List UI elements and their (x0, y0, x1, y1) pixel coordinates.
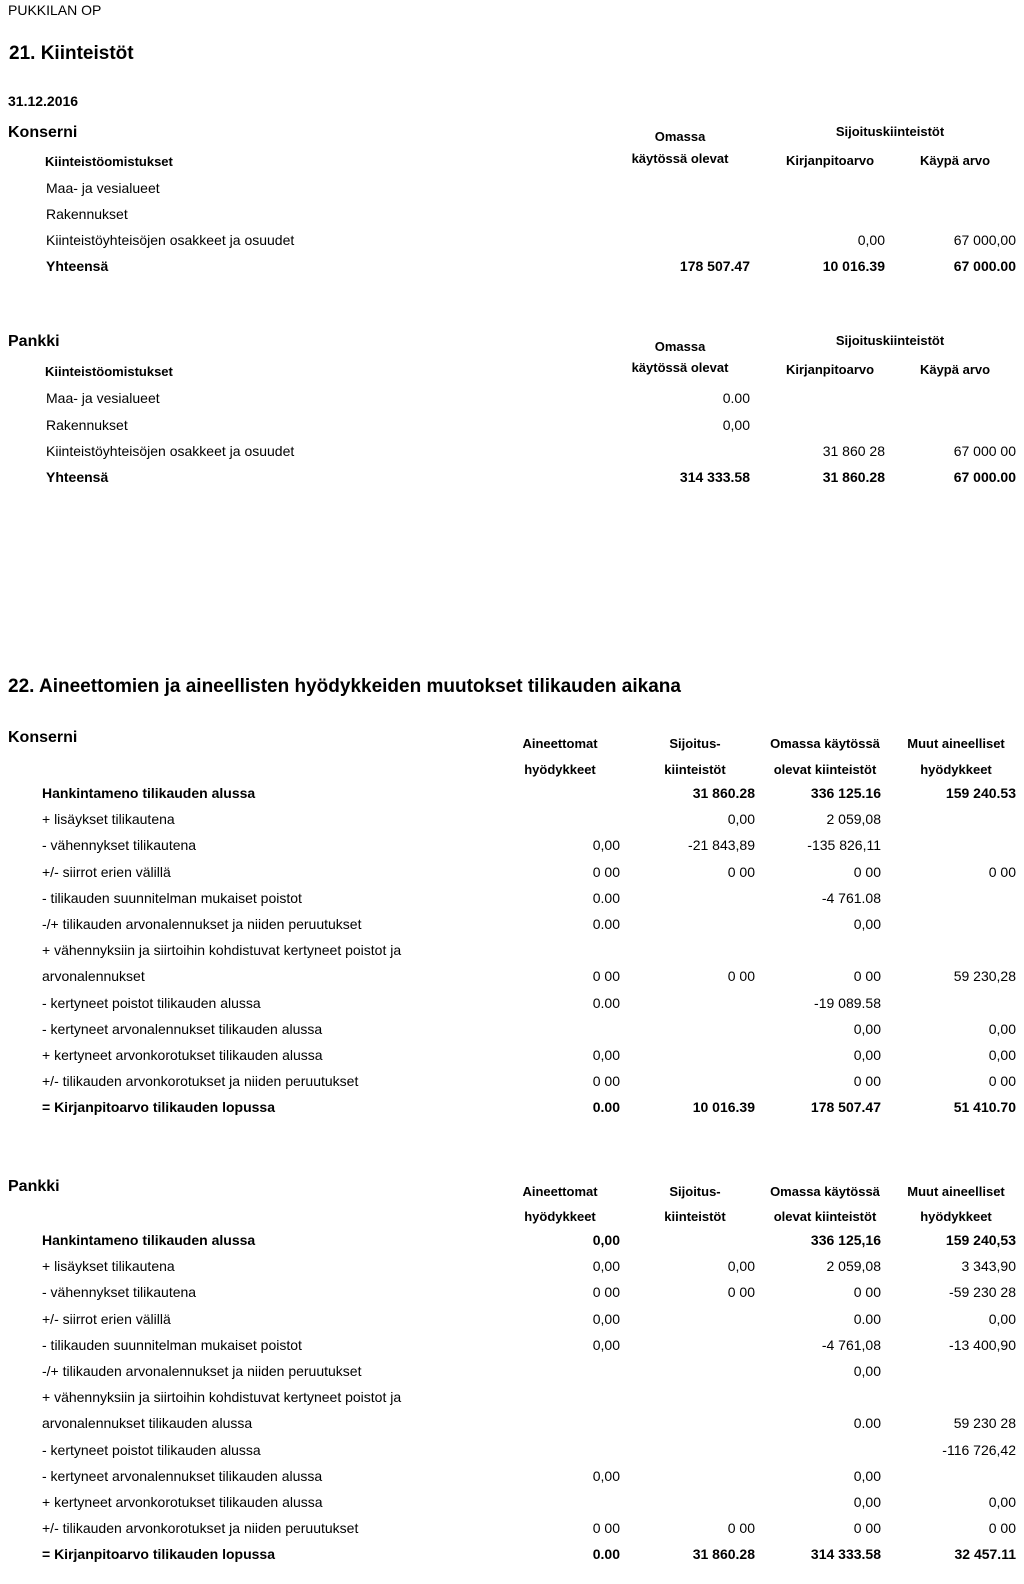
note22-konserni-label: Konserni (8, 729, 78, 746)
cell-aineettomat: 0,00 (592, 1336, 620, 1353)
cell-muut: 0 00 (988, 1520, 1016, 1537)
cell-aineettomat: 0.00 (592, 1099, 620, 1116)
col-sijoitus: Sijoituskiinteistöt (835, 124, 945, 139)
row-label: = Kirjanpitoarvo tilikauden lopussa (42, 1099, 275, 1116)
cell-omassa: 336 125,16 (810, 1232, 881, 1248)
cell-muut: -59 230 28 (949, 1284, 1016, 1301)
note21-konserni-label: Konserni (8, 124, 78, 141)
cell-sijoitus: 31 860.28 (692, 785, 755, 801)
col-kirjanpito: Kirjanpitoarvo (785, 362, 875, 377)
cell-omassa: 0 00 (853, 1284, 881, 1301)
col-kirjanpito: Kirjanpitoarvo (785, 153, 875, 168)
cell-muut: 3 343,90 (961, 1258, 1016, 1275)
row-label: - vähennykset tilikautena (42, 1284, 197, 1301)
cell-omassa: 0,00 (853, 1363, 881, 1379)
cell-omassa: 178 507.47 (810, 1099, 881, 1116)
row-label: - kertyneet poistot tilikauden alussa (42, 1441, 261, 1458)
cell-aineettomat: 0.00 (592, 994, 620, 1011)
total-omassa: 178 507.47 (679, 258, 750, 274)
row-label: +/- siirrot erien välillä (42, 1310, 171, 1327)
col-aineettomat: Aineettomat (522, 1184, 598, 1199)
cell-sijoitus: 31 860.28 (692, 1546, 755, 1563)
row-label: +/- tilikauden arvonkorotukset ja niiden peruutukset (42, 1073, 359, 1090)
row-label: - kertyneet poistot tilikauden alussa (42, 994, 261, 1011)
col-aineettomat-2: hyödykkeet (524, 1209, 596, 1224)
col-omassa-2: käytössä olevat (631, 151, 729, 166)
col-omassa-1: Omassa (654, 339, 706, 354)
cell-sijoitus: 0,00 (727, 1258, 755, 1275)
cell-omassa: -4 761.08 (821, 889, 881, 906)
col-omassa: Omassa käytössä (770, 736, 880, 751)
row-label: Maa- ja vesialueet (46, 180, 160, 196)
cell-kaypa: 67 000 00 (953, 443, 1016, 459)
row-label: - kertyneet arvonalennukset tilikauden alussa (42, 1020, 323, 1037)
row-label: -/+ tilikauden arvonalennukset ja niiden peruutukset (42, 1363, 362, 1379)
cell-omassa: 0 00 (853, 1073, 881, 1090)
note22-pankki-label: Pankki (8, 1178, 60, 1195)
col-omassa-2: olevat kiinteistöt (773, 762, 877, 777)
cell-omassa: 0,00 (853, 916, 881, 932)
cell-kirjanpito: 31 860 28 (822, 443, 885, 459)
row-label: Kiinteistöyhteisöjen osakkeet ja osuudet (46, 443, 295, 459)
cell-omassa: 0,00 (853, 1467, 881, 1484)
row-label: Hankintameno tilikauden alussa (42, 1232, 256, 1248)
cell-aineettomat: 0 00 (592, 1284, 620, 1301)
cell-muut: 59 230 28 (953, 1415, 1016, 1432)
cell-omassa: -135 826,11 (807, 837, 881, 854)
row-label: - kertyneet arvonalennukset tilikauden alussa (42, 1467, 323, 1484)
company-name: PUKKILAN OP (8, 2, 102, 18)
cell-omassa: 0,00 (853, 1047, 881, 1063)
cell-omassa: 2 059,08 (826, 1258, 881, 1275)
cell-aineettomat: 0.00 (592, 889, 620, 906)
cell-aineettomat: 0,00 (592, 1258, 620, 1275)
col-muut-2: hyödykkeet (920, 1209, 992, 1224)
cell-omassa: 314 333.58 (810, 1546, 881, 1563)
cell-omassa: -4 761,08 (821, 1336, 881, 1353)
cell-omassa: 0,00 (853, 1020, 881, 1037)
cell-sijoitus: 0 00 (727, 1284, 755, 1301)
subheading: Kiinteistöomistukset (45, 154, 173, 169)
cell-omassa: 0.00 (722, 390, 750, 406)
row-label: + vähennyksiin ja siirtoihin kohdistuvat kertyneet poistot ja (42, 1389, 402, 1406)
cell-muut: 159 240.53 (945, 785, 1016, 801)
cell-kirjanpito: 0,00 (857, 232, 885, 248)
row-label: - tilikauden suunnitelman mukaiset poistot (42, 889, 302, 906)
cell-muut: 0,00 (988, 1047, 1016, 1063)
cell-muut: 159 240,53 (945, 1232, 1016, 1248)
row-label: arvonalennukset tilikauden alussa (42, 1415, 253, 1432)
col-sijoitus: Sijoituskiinteistöt (835, 333, 945, 348)
cell-sijoitus: -21 843,89 (688, 837, 755, 854)
cell-sijoitus: 10 016.39 (692, 1099, 755, 1116)
cell-omassa: 0,00 (722, 417, 750, 433)
col-sijoitus-2: kiinteistöt (664, 1209, 726, 1224)
row-label: -/+ tilikauden arvonalennukset ja niiden peruutukset (42, 916, 362, 932)
cell-aineettomat: 0.00 (592, 916, 620, 932)
col-sijoitus-2: kiinteistöt (664, 762, 726, 777)
note21-title: 21. Kiinteistöt (9, 43, 134, 64)
cell-omassa: 0 00 (853, 968, 881, 985)
cell-omassa: 0.00 (853, 1310, 881, 1327)
cell-sijoitus: 0 00 (727, 1520, 755, 1537)
cell-muut: 51 410.70 (953, 1099, 1016, 1116)
col-sijoitus: Sijoitus- (669, 1184, 721, 1199)
cell-muut: -13 400,90 (949, 1336, 1016, 1353)
col-kaypa: Käypä arvo (919, 362, 991, 377)
cell-aineettomat: 0.00 (592, 1546, 620, 1563)
cell-muut: 59 230,28 (953, 968, 1016, 985)
col-aineettomat: Aineettomat (522, 736, 598, 751)
cell-muut: 0,00 (988, 1310, 1016, 1327)
cell-omassa: 336 125.16 (810, 785, 881, 801)
row-label: + kertyneet arvonkorotukset tilikauden alussa (42, 1047, 323, 1063)
cell-sijoitus: 0,00 (727, 811, 755, 828)
total-kaypa: 67 000.00 (953, 469, 1016, 485)
total-kirjanpito: 10 016.39 (822, 258, 885, 274)
subheading: Kiinteistöomistukset (45, 364, 173, 379)
total-kirjanpito: 31 860.28 (822, 469, 885, 485)
row-label: Maa- ja vesialueet (46, 390, 160, 406)
col-omassa-1: Omassa (654, 129, 706, 144)
cell-aineettomat: 0 00 (592, 863, 620, 880)
note22-title: 22. Aineettomien ja aineellisten hyödykkeiden muutokset tilikauden aikana (8, 676, 681, 697)
row-label: Kiinteistöyhteisöjen osakkeet ja osuudet (46, 232, 295, 248)
row-label: +/- tilikauden arvonkorotukset ja niiden peruutukset (42, 1520, 359, 1537)
cell-muut: -116 726,42 (942, 1441, 1016, 1458)
col-muut: Muut aineelliset (907, 1184, 1005, 1199)
cell-omassa: 2 059,08 (826, 811, 881, 828)
row-label: + kertyneet arvonkorotukset tilikauden alussa (42, 1494, 323, 1510)
cell-muut: 0,00 (988, 1494, 1016, 1510)
col-muut: Muut aineelliset (907, 736, 1005, 751)
cell-aineettomat: 0,00 (592, 1310, 620, 1327)
row-label: - vähennykset tilikautena (42, 837, 197, 854)
col-muut-2: hyödykkeet (920, 762, 992, 777)
col-sijoitus: Sijoitus- (669, 736, 721, 751)
cell-aineettomat: 0,00 (592, 1232, 620, 1248)
total-label: Yhteensä (46, 469, 109, 485)
cell-aineettomat: 0 00 (592, 1073, 620, 1090)
cell-omassa: 0 00 (853, 863, 881, 880)
row-label: - tilikauden suunnitelman mukaiset poistot (42, 1336, 302, 1353)
row-label: Hankintameno tilikauden alussa (42, 785, 256, 801)
cell-aineettomat: 0 00 (592, 968, 620, 985)
cell-sijoitus: 0 00 (727, 863, 755, 880)
cell-omassa: 0.00 (853, 1415, 881, 1432)
total-label: Yhteensä (46, 258, 109, 274)
total-omassa: 314 333.58 (679, 469, 750, 485)
row-label: Rakennukset (46, 417, 128, 433)
cell-kaypa: 67 000,00 (953, 232, 1016, 248)
col-kaypa: Käypä arvo (919, 153, 991, 168)
cell-aineettomat: 0,00 (592, 1467, 620, 1484)
cell-omassa: 0,00 (853, 1494, 881, 1510)
note21-date: 31.12.2016 (8, 93, 79, 109)
col-omassa-2: olevat kiinteistöt (773, 1209, 877, 1224)
row-label: arvonalennukset (42, 968, 145, 985)
row-label: + lisäykset tilikautena (42, 811, 175, 828)
col-aineettomat-2: hyödykkeet (524, 762, 596, 777)
cell-sijoitus: 0 00 (727, 968, 755, 985)
row-label: + lisäykset tilikautena (42, 1258, 175, 1275)
cell-muut: 32 457.11 (954, 1546, 1016, 1563)
row-label: +/- siirrot erien välillä (42, 863, 171, 880)
note21-pankki-label: Pankki (8, 333, 60, 350)
cell-aineettomat: 0,00 (592, 837, 620, 854)
row-label: + vähennyksiin ja siirtoihin kohdistuvat kertyneet poistot ja (42, 942, 402, 959)
col-omassa-2: käytössä olevat (631, 360, 729, 375)
row-label: Rakennukset (46, 206, 128, 222)
col-omassa: Omassa käytössä (770, 1184, 880, 1199)
cell-omassa: 0 00 (853, 1520, 881, 1537)
total-kaypa: 67 000.00 (953, 258, 1016, 274)
cell-aineettomat: 0,00 (592, 1047, 620, 1063)
row-label: = Kirjanpitoarvo tilikauden lopussa (42, 1546, 275, 1563)
cell-aineettomat: 0 00 (592, 1520, 620, 1537)
cell-muut: 0 00 (988, 1073, 1016, 1090)
cell-muut: 0 00 (988, 863, 1016, 880)
cell-muut: 0,00 (988, 1020, 1016, 1037)
cell-omassa: -19 089.58 (814, 994, 881, 1011)
